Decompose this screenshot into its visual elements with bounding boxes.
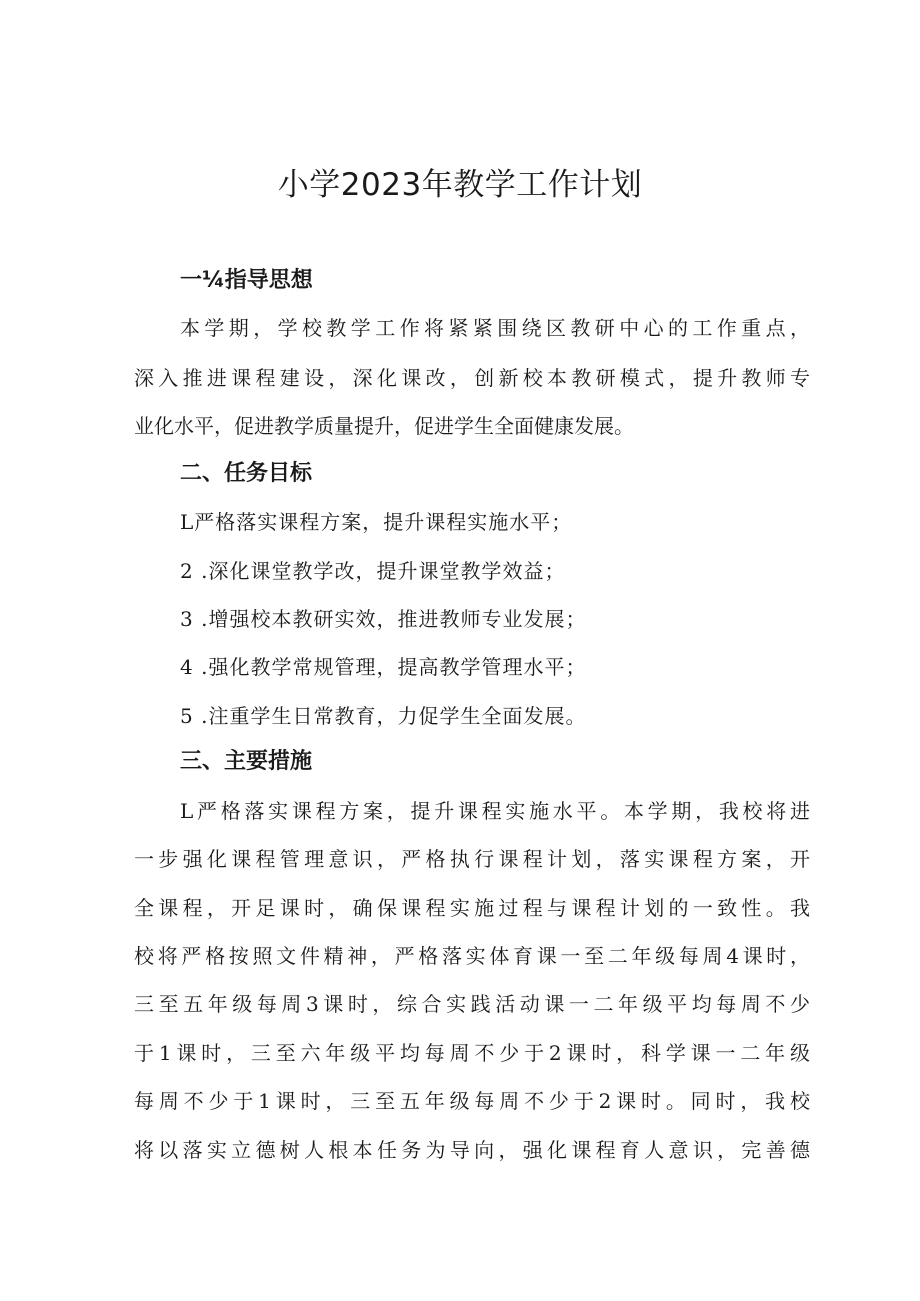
paragraph-line: 于1课时，三至六年级平均每周不少于2课时，科学课一二年级 [134, 1041, 810, 1065]
paragraph-line: 全课程，开足课时，确保课程实施过程与课程计划的一致性。我 [134, 896, 810, 920]
paragraph-line: 三至五年级每周3课时，综合实践活动课一二年级平均每周不少 [134, 992, 810, 1016]
paragraph-line: 每周不少于1课时，三至五年级每周不少于2课时。同时，我校 [134, 1089, 810, 1113]
goal-item: L严格落实课程方案，提升课程实施水平； [180, 510, 573, 534]
document-title: 小学2023年教学工作计划 [277, 167, 643, 203]
paragraph-line: 校将严格按照文件精神，严格落实体育课一至二年级每周4课时， [134, 944, 810, 968]
paragraph-line: 业化水平，促进教学质量提升，促进学生全面健康发展。 [134, 414, 634, 438]
section-heading-guiding-ideology: 一¼指导思想 [180, 268, 313, 293]
goal-item: 5 .注重学生日常教育，力促学生全面发展。 [180, 704, 587, 728]
paragraph-line: L严格落实课程方案，提升课程实施水平。本学期，我校将进 [180, 799, 810, 823]
goal-item: 2 .深化课堂教学改，提升课堂教学效益； [180, 559, 566, 583]
section-heading-task-goals: 二、任务目标 [180, 461, 313, 486]
goal-item: 3 .增强校本教研实效，推进教师专业发展； [180, 607, 587, 631]
section-heading-main-measures: 三、主要措施 [180, 749, 313, 774]
paragraph-line: 深入推进课程建设，深化课改，创新校本教研模式，提升教师专 [134, 366, 810, 390]
goal-item: 4 .强化教学常规管理，提高教学管理水平； [180, 655, 587, 679]
paragraph-line: 一步强化课程管理意识，严格执行课程计划，落实课程方案，开 [134, 847, 810, 871]
paragraph-line: 本学期，学校教学工作将紧紧围绕区教研中心的工作重点， [180, 316, 810, 340]
paragraph-line: 将以落实立德树人根本任务为导向，强化课程育人意识，完善德 [134, 1138, 810, 1162]
